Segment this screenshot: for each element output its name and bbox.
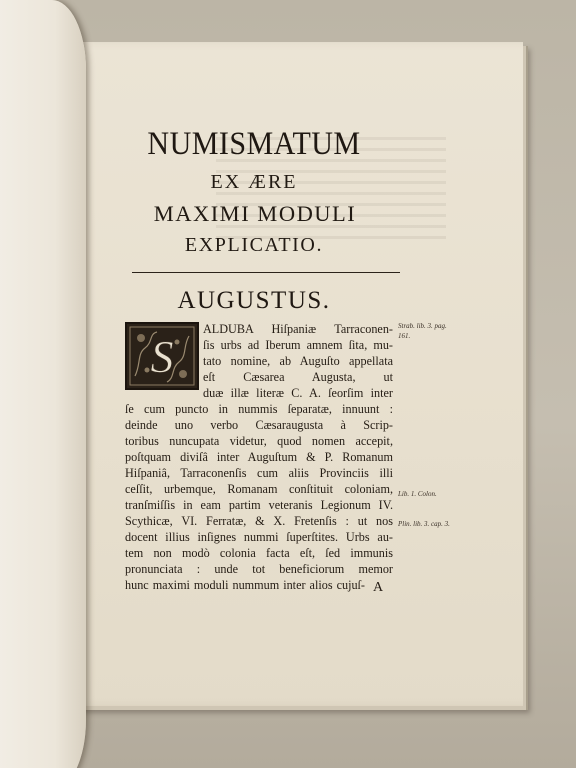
ornamental-drop-cap <box>125 322 199 390</box>
body-line-4: eſt Cæsarea Augusta, ut <box>203 370 393 384</box>
section-heading: AUGUSTUS. <box>177 287 331 314</box>
margin-note-lib: Lib. 1. Colon. <box>398 490 437 498</box>
body-line-8: toribus nuncupata videtur, quod nomen accepit, <box>125 434 393 448</box>
body-line-10: Hiſpaniâ, Tarraconenſis cum aliis Provinciis illi <box>125 466 393 480</box>
margin-note-strabo: Strab. lib. 3. pag. <box>398 322 447 330</box>
body-line-16: pronunciata : unde tot beneficiorum memor <box>125 562 393 576</box>
body-line-15: tem non modò colonia facta eſt, ſed immunis <box>125 546 393 560</box>
body-line-17: hunc maximi moduli nummum inter alios cujuſ- <box>125 578 365 592</box>
body-line-9: poſtquam diviſâ inter Auguſtum & P. Romanum <box>125 450 393 464</box>
body-line-14: docent illius inſignes nummi ſuperſtites. Urbs au- <box>125 530 393 544</box>
body-line-3: tato nomine, ab Auguſto appellata <box>203 354 393 368</box>
body-line-2: ſis urbs ad Iberum amnem ſita, mu- <box>203 338 393 352</box>
signature-mark: A <box>372 580 384 595</box>
left-page-curl <box>0 0 86 768</box>
body-line-6: ſe cum puncto in nummis ſeparatæ, innuunt : <box>125 402 393 416</box>
drop-cap-ornament-icon <box>127 324 197 388</box>
body-line-13: Scythicæ, VI. Ferratæ, & X. Fretenſis : ut nos <box>125 514 393 528</box>
title-line-3: MAXIMI MODULI <box>153 201 357 226</box>
body-line-7: deinde uno verbo Cæsaraugusta à Scrip- <box>125 418 393 432</box>
body-line-11: ceſſit, urbemque, Romanam conſtituit coloniam, <box>125 482 393 496</box>
title-rule <box>132 272 400 273</box>
body-line-1: ALDUBA Hiſpaniæ Tarraconen- <box>203 322 393 336</box>
margin-note-strabo-page: 161. <box>398 332 411 340</box>
drop-cap-letter: S <box>150 331 174 382</box>
body-line-12: tranſmiſſis in eam partim veteranis Legionum IV. <box>125 498 393 512</box>
title-line-2: EX ÆRE <box>210 171 298 193</box>
title-line-4: EXPLICATIO. <box>184 234 324 256</box>
margin-note-pliny: Plin. lib. 3. cap. 3. <box>398 520 450 528</box>
title-main: NUMISMATUM <box>147 126 361 162</box>
body-line-5: duæ illæ literæ C. A. ſeorſim inter <box>203 386 393 400</box>
